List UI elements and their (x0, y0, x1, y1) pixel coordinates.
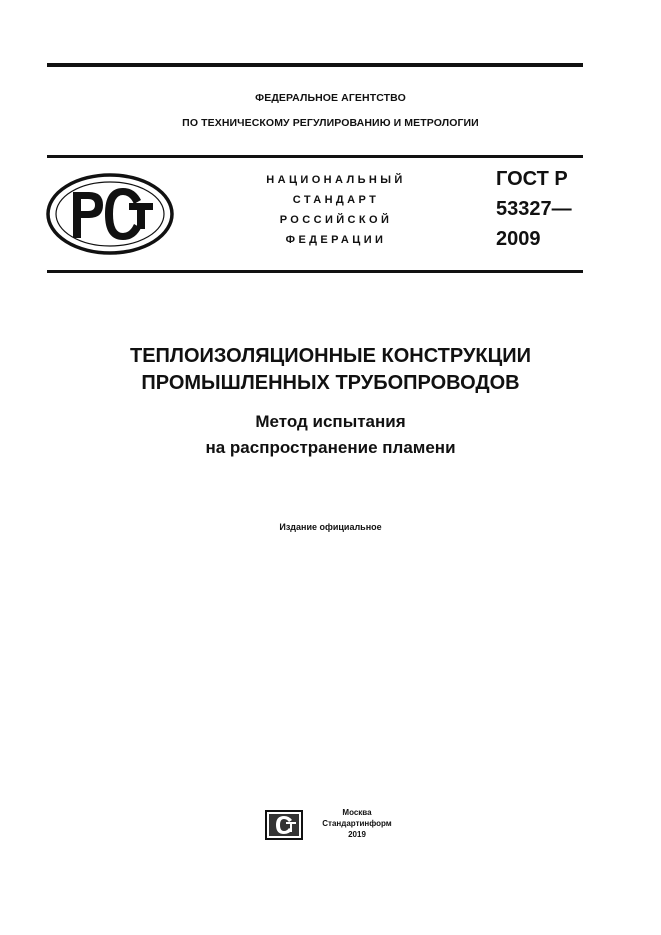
standard-line-2: СТАНДАРТ (292, 194, 380, 206)
publisher-year: 2019 (348, 830, 366, 839)
standard-line-4: ФЕДЕРАЦИИ (285, 234, 387, 246)
rst-certification-mark-icon (45, 172, 175, 256)
title-line-1: ТЕПЛОИЗОЛЯЦИОННЫЕ КОНСТРУКЦИИ (130, 345, 531, 367)
designation-line-2: 53327— (496, 198, 572, 220)
publisher-name: Стандартинформ (322, 819, 392, 828)
standartinform-logo-icon (265, 810, 303, 840)
agency-line-1: ФЕДЕРАЛЬНОЕ АГЕНТСТВО (255, 92, 406, 104)
subtitle-line-2: на распространение пламени (205, 438, 456, 457)
standard-line-1: НАЦИОНАЛЬНЫЙ (266, 174, 406, 186)
standard-block-bottom-rule (47, 270, 583, 273)
publisher-city: Москва (342, 808, 372, 817)
agency-line-2: ПО ТЕХНИЧЕСКОМУ РЕГУЛИРОВАНИЮ И МЕТРОЛОГИИ (182, 117, 479, 129)
standard-line-3: РОССИЙСКОЙ (279, 214, 393, 226)
title-line-2: ПРОМЫШЛЕННЫХ ТРУБОПРОВОДОВ (141, 372, 520, 394)
top-rule (47, 63, 583, 67)
edition-label: Издание официальное (279, 522, 382, 532)
standard-block-top-rule (47, 155, 583, 158)
designation-line-3: 2009 (496, 228, 541, 250)
subtitle-line-1: Метод испытания (255, 412, 406, 431)
designation-line-1: ГОСТ Р (496, 168, 568, 190)
